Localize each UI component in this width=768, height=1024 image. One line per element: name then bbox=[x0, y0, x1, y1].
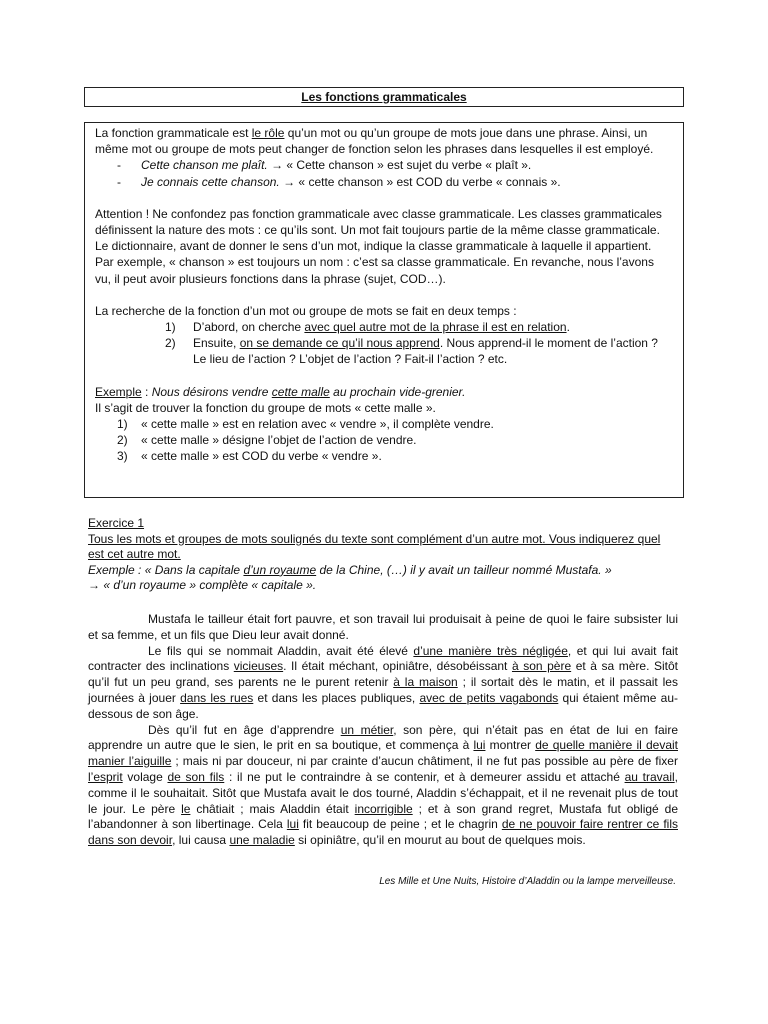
underlined-complement: à la maison bbox=[393, 675, 458, 690]
example-explanation: → « Cette chanson » est sujet du verbe « plaît ». bbox=[267, 158, 532, 173]
list-item bbox=[95, 157, 673, 173]
underlined-complement: de son fils bbox=[167, 769, 225, 784]
list-item bbox=[95, 448, 673, 464]
story-text-segment: , lui causa bbox=[172, 833, 230, 848]
title-box bbox=[84, 87, 684, 107]
step-underlined: avec quel autre mot de la phrase il est en relation bbox=[304, 320, 567, 335]
source-citation: Les Mille et Une Nuits, Histoire d’Aladdin ou la lampe merveilleuse. bbox=[379, 876, 676, 887]
exemple-colon: : bbox=[141, 384, 152, 399]
step-text: D’abord, on cherche bbox=[193, 320, 305, 335]
underlined-complement: le bbox=[181, 801, 191, 816]
story-text bbox=[88, 612, 678, 849]
example-explanation: → « cette chanson » est COD du verbe « connais ». bbox=[279, 174, 561, 189]
exercise-example bbox=[88, 563, 678, 579]
story-text-segment: . Il était méchant, opiniâtre, désobéissant bbox=[283, 659, 512, 674]
analysis-text: « cette malle » désigne l’objet de l’action de vendre. bbox=[141, 433, 417, 448]
underlined-complement: lui bbox=[473, 738, 486, 753]
underlined-complement: vicieuses bbox=[233, 659, 284, 674]
story-text-segment: , comme il le souhaitait. Sitôt que Mustafa avait le dos tourné, Aladdin s’échappait, et il ne revenait plus de tout le jour. Le père bbox=[88, 769, 678, 816]
exercise-heading: Exercice 1 bbox=[88, 516, 145, 530]
underlined-complement: une maladie bbox=[229, 833, 295, 848]
story-text-segment: : il ne put le contraindre à se contenir, et à demeurer assidu et attaché bbox=[224, 769, 625, 784]
exemple-line bbox=[95, 384, 673, 400]
underlined-complement: de ne pouvoir faire rentrer ce fils dans son devoir bbox=[88, 817, 678, 848]
lesson-box bbox=[84, 122, 684, 498]
story-text-segment: Dès qu’il fut en âge d’apprendre bbox=[148, 722, 341, 737]
example-list bbox=[95, 157, 673, 189]
story-text-segment: volage bbox=[122, 769, 168, 784]
page-title: Les fonctions grammaticales bbox=[301, 90, 467, 104]
story-paragraph-1: Mustafa le tailleur était fort pauvre, et son travail lui produisait à peine de quoi le faire subsister lui et sa femme, et un fils que Dieu leur avait donné. bbox=[88, 612, 678, 642]
story-text-segment: si opiniâtre, qu’il en mourut au bout de quelques mois. bbox=[294, 833, 586, 848]
example-sentence: Cette chanson me plaît. bbox=[141, 158, 268, 173]
story-text-segment: ; et à son grand regret, Mustafa fut obligé de l’abandonner à son libertinage. Cela bbox=[88, 801, 678, 832]
underlined-complement: d’une manière très négligée bbox=[413, 643, 568, 658]
story-text-segment: et à sa mère. Sitôt qu’il fut un peu grand, ses parents ne le purent retenir bbox=[88, 659, 678, 690]
exercise-example-answer: → « d’un royaume » complète « capitale ». bbox=[88, 578, 317, 593]
story-text-segment: ; il sortait dès le matin, et il passait les journées à jouer bbox=[88, 675, 678, 705]
step-number: 2) bbox=[165, 336, 176, 351]
list-item bbox=[95, 319, 673, 335]
definition-underlined: le rôle bbox=[251, 126, 285, 140]
exercise-instruction: Tous les mots et groupes de mots soulignés du texte sont complément d’un autre mot. Vous indiquerez quel est cet autre mot. bbox=[88, 531, 661, 562]
story-paragraph-3 bbox=[88, 723, 678, 849]
definition-part: qu’un mot ou qu’un groupe de mots joue dans une phrase. Ainsi, un même mot ou groupe de mots peut changer de fonction selon les phrases dans lesquelles il est employé. bbox=[95, 126, 654, 157]
underlined-complement: au travail bbox=[624, 769, 675, 784]
step-text: . Nous apprend-il le moment de l’action ? Le lieu de l’action ? L’objet de l’action ? Fait-il l’action ? etc. bbox=[193, 336, 658, 367]
story-text-segment: châtiait ; mais Aladdin était bbox=[190, 801, 355, 816]
step-text: . bbox=[566, 320, 570, 335]
underlined-complement: dans les rues bbox=[180, 690, 254, 705]
underlined-complement: incorrigible bbox=[354, 801, 413, 816]
story-text-segment: Le fils qui se nommait Aladdin, avait été élevé bbox=[148, 643, 414, 658]
exemple-underlined: cette malle bbox=[271, 384, 330, 399]
definition-paragraph bbox=[95, 125, 673, 157]
exemple-text: au prochain vide-grenier. bbox=[329, 384, 466, 399]
example-sentence: Je connais cette chanson. bbox=[141, 174, 280, 189]
underlined-complement: à son père bbox=[511, 659, 572, 674]
story-text-segment: fit beaucoup de peine ; et le chagrin bbox=[298, 817, 502, 832]
analysis-number: 1) bbox=[117, 417, 128, 432]
story-text-segment: , son père, qui n’était pas en état de lui en faire apprendre un autre que le sien, le prit en sa boutique, et commença à bbox=[88, 722, 679, 753]
definition-part: La fonction grammaticale est bbox=[95, 126, 252, 140]
story-text-segment: montrer bbox=[485, 738, 536, 753]
step-text: Ensuite, bbox=[193, 336, 240, 351]
analysis-text: « cette malle » est en relation avec « vendre », il complète vendre. bbox=[141, 417, 494, 432]
underlined-complement: l’esprit bbox=[88, 769, 123, 784]
analysis-number: 3) bbox=[117, 449, 128, 464]
exemple-intro: Il s’agit de trouver la fonction du groupe de mots « cette malle ». bbox=[95, 400, 436, 415]
step-underlined: on se demande ce qu’il nous apprend bbox=[239, 336, 440, 351]
attention-paragraph: Attention ! Ne confondez pas fonction grammaticale avec classe grammaticale. Les classes grammaticales définissent la nature des mots : ce qu’ils sont. Un mot fait toujours partie de la même classe grammaticale. Le dictionnaire, avant de donner le sens d’un mot, indique la classe grammaticale à laquelle il appartient. Par exemple, « chanson » est toujours un nom : c’est sa classe grammaticale. En revanche, nous l’avons vu, il peut avoir plusieurs fonctions dans la phrase (sujet, COD…). bbox=[95, 206, 662, 286]
story-paragraph-2 bbox=[88, 644, 678, 723]
story-text-segment: , et qui lui avait fait contracter des inclinations bbox=[88, 643, 678, 674]
list-item bbox=[95, 335, 673, 367]
example-label: Exemple : bbox=[88, 562, 145, 577]
exercise-section bbox=[88, 516, 678, 594]
list-item bbox=[95, 432, 673, 448]
list-item bbox=[95, 416, 673, 432]
story-text-segment: ; mais ni par douceur, ni par crainte d’aucun châtiment, il ne fut pas possible au père de fixer bbox=[171, 754, 678, 769]
analysis-list bbox=[95, 416, 673, 465]
story-text-segment: qui étaient même au-dessous de son âge. bbox=[88, 690, 678, 721]
underlined-complement: un métier bbox=[340, 722, 394, 737]
method-steps bbox=[95, 319, 673, 368]
analysis-text: « cette malle » est COD du verbe « vendre ». bbox=[141, 449, 382, 464]
example-underlined: d’un royaume bbox=[243, 562, 317, 577]
underlined-complement: avec de petits vagabonds bbox=[419, 690, 559, 705]
list-item bbox=[95, 174, 673, 190]
underlined-complement: lui bbox=[286, 817, 299, 832]
example-text: « Dans la capitale bbox=[144, 562, 244, 577]
story-text-segment: et dans les places publiques, bbox=[253, 690, 420, 705]
step-number: 1) bbox=[165, 320, 176, 335]
exemple-label: Exemple bbox=[95, 384, 142, 399]
exemple-text: Nous désirons vendre bbox=[151, 384, 272, 399]
underlined-complement: de quelle manière il devait manier l’aiguille bbox=[88, 738, 678, 769]
example-text: de la Chine, (…) il y avait un tailleur nommé Mustafa. » bbox=[316, 562, 612, 577]
analysis-number: 2) bbox=[117, 433, 128, 448]
method-paragraph: La recherche de la fonction d’un mot ou groupe de mots se fait en deux temps : bbox=[95, 303, 517, 318]
